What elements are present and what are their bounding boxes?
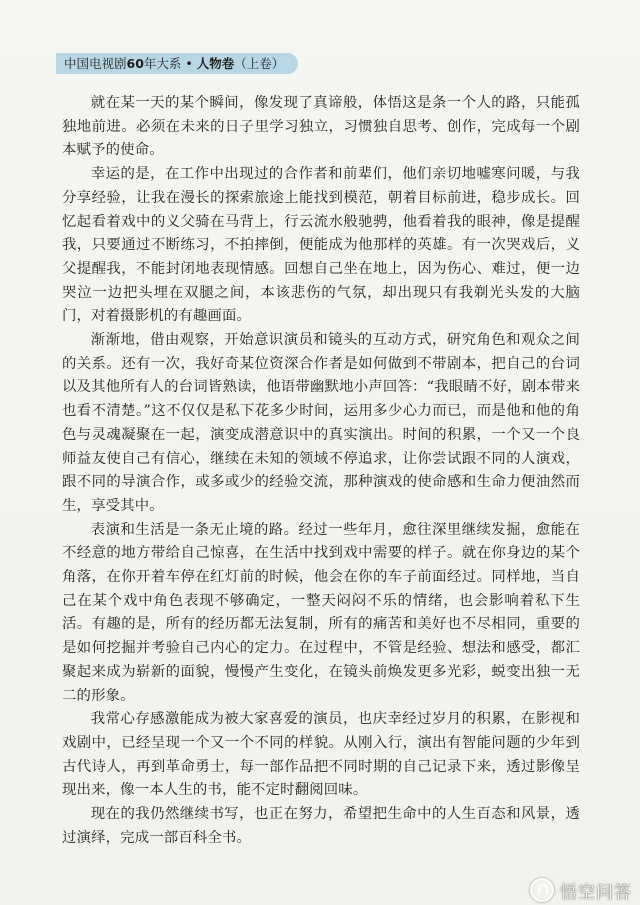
article-body: [62, 92, 580, 851]
wukong-logo-icon: [530, 878, 554, 902]
header-series: 中国电视剧: [64, 56, 127, 71]
header-number: 60: [126, 56, 144, 71]
watermark-text: 悟空问答: [560, 882, 632, 903]
paragraph-2: 幸运的是，在工作中出现过的合作者和前辈们，他们亲切地嘘寒问暖，与我分享经验，让我在漫长的探索旅途上能找到模范，朝着目标前进，稳步成长。回忆起看着戏中的义父骑在马背上，行云流水般驰骋，他看着我的眼神，像是提醒我，只要通过不断练习，不拍摔倒，便能成为他那样的英雄。有一次哭戏后，义父提醒我，不能封闭地表现情感。回想自己坐在地上，因为伤心、难过，便一边哭泣一边把头埋在双腿之间，本该悲伤的气氛，却出现只有我剃光头发的大脑门，对着摄影机的有趣画面。: [62, 166, 580, 325]
header-volume: 人物卷: [196, 56, 235, 71]
watermark: [530, 877, 632, 903]
paragraph-1: 就在某一天的某个瞬间，像发现了真谛般，体悟这是条一个人的路，只能孤独地前进。必须在未来的日子里学习独立，习惯独自思考、创作，完成每一个剧本赋予的使命。: [62, 95, 580, 159]
paragraph-4: 表演和生活是一条无止境的路。经过一些年月，愈往深里继续发掘，愈能在不经意的地方带给自己惊喜，在生活中找到戏中需要的样子。就在你身边的某个角落，在你开着车停在红灯前的时候，他会在你的车子前面经过。同样地，当自己在某个戏中角色表现不够确定，一整天闷闷不乐的情绪，也会影响着私下生活。有趣的是，所有的经历都无法复制，所有的痛苦和美好也不尽相同，重要的是如何挖掘并考验自己内心的定力。在过程中，不管是经验、想法和感受，都汇聚起来成为崭新的面貌，慢慢产生变化，在镜头前焕发更多光彩，蜕变出独一无二的形象。: [62, 521, 580, 704]
paragraph-3: 渐渐地，借由观察，开始意识演员和镜头的互动方式，研究角色和观众之间的关系。还有一次，我好奇某位资深合作者是如何做到不带剧本，把自己的台词以及其他所有人的台词皆熟读，他语带幽默地小声回答：“我眼睛不好，剧本带来也看不清楚。”这不仅仅是私下花多少时间，运用多少心力而已，而是他和他的角色与灵魂凝聚在一起，演变成潜意识中的真实演出。时间的积累，一个又一个良师益友使自己有信心，继续在未知的领域不停追求，让你尝试跟不同的人演戏，跟不同的导演合作，或多或少的经验交流，那种演戏的使命感和生命力便油然而生，享受其中。: [62, 332, 580, 514]
header-series-suffix: 年大系 •: [143, 56, 197, 71]
header-volume-part: （上卷）: [234, 56, 285, 71]
paragraph-5: 我常心存感激能成为被大家喜爱的演员，也庆幸经过岁月的积累，在影视和戏剧中，已经呈现一个又一个不同的样貌。从刚入行，演出有智能问题的少年到古代诗人，再到革命勇士，每一部作品把不同时期的自己记录下来，透过影像呈现出来，像一本人生的书，能不定时翻阅回味。: [62, 711, 580, 799]
running-header: [56, 53, 298, 74]
paragraph-6: 现在的我仍然继续书写，也正在努力，希望把生命中的人生百态和风景，透过演绎，完成一部百科全书。: [62, 806, 580, 846]
